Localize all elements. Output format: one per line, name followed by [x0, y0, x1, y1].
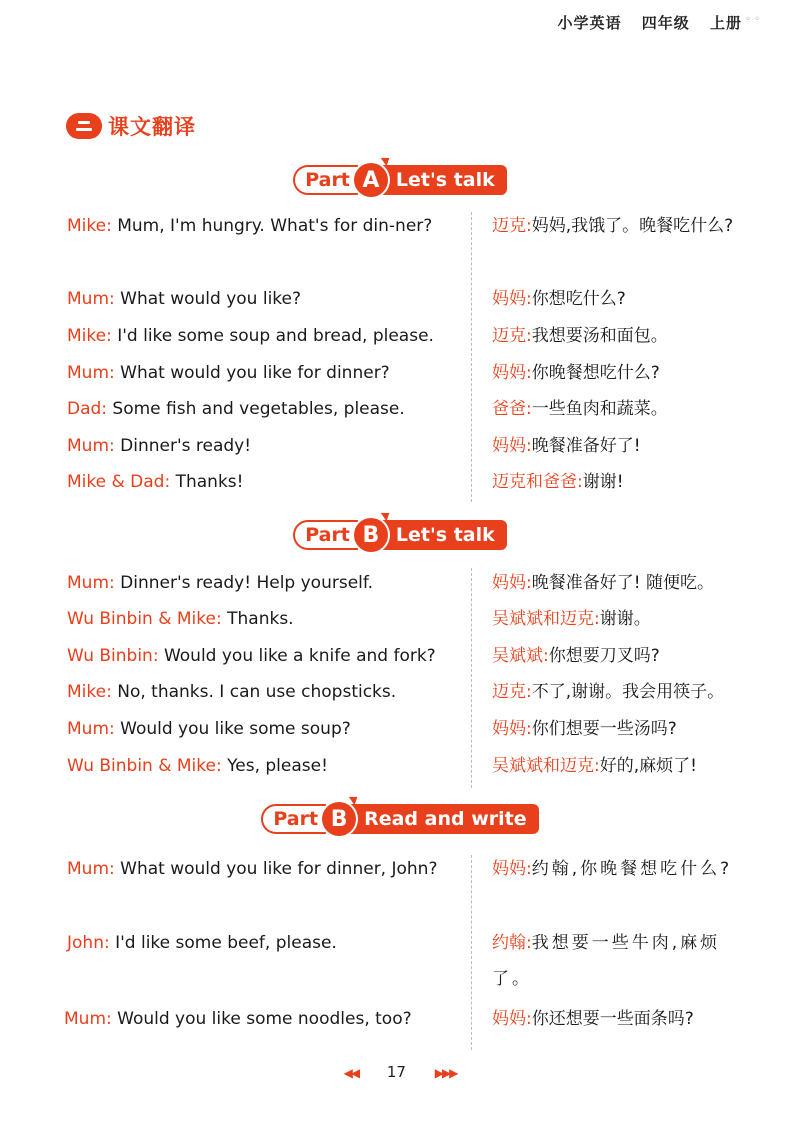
column-divider [471, 568, 472, 788]
zh-dialog-line: 妈妈:你们想要一些汤吗? [492, 719, 677, 739]
en-dialog-line: Dad: Some fish and vegetables, please. [67, 399, 405, 419]
en-dialog-line: Mike: I'd like some soup and bread, please. [67, 326, 434, 346]
part-letter: A [354, 163, 388, 197]
section-heading [66, 110, 196, 142]
zh-dialog-line: 迈克:不了,谢谢。我会用筷子。 [492, 682, 725, 702]
zh-dialog-line: 妈妈:晚餐准备好了! [492, 436, 641, 456]
part-title: Read and write [350, 804, 539, 834]
part-title: Let's talk [382, 520, 507, 550]
zh-dialog-line: 约翰:我想要一些牛肉,麻烦了。 [492, 933, 721, 989]
corner-mark: ◦ ◦ [745, 14, 760, 25]
part-label: Part [293, 520, 358, 550]
en-dialog-line: Wu Binbin & Mike: Yes, please! [67, 756, 328, 776]
part-title: Let's talk [382, 165, 507, 195]
zh-dialog-line: 迈克:妈妈,我饿了。晚餐吃什么? [492, 216, 734, 236]
en-dialog-line: Mike: No, thanks. I can use chopsticks. [67, 682, 397, 702]
zh-dialog-line: 迈克和爸爸:谢谢! [492, 472, 624, 492]
en-dialog-line: Mum: Dinner's ready! Help yourself. [67, 573, 374, 593]
zh-dialog-line: 迈克:我想要汤和面包。 [492, 326, 668, 346]
part-banner [0, 797, 800, 841]
zh-dialog-line: 妈妈:你晚餐想吃什么? [492, 363, 660, 383]
zh-dialog-line: 吴斌斌和迈克:谢谢。 [492, 609, 651, 629]
next-arrows-icon: ▶▶▶ [434, 1066, 457, 1080]
part-label: Part [293, 165, 358, 195]
en-dialog-line: John: I'd like some beef, please. [67, 933, 337, 953]
en-dialog-line: Mum: Would you like some soup? [67, 719, 351, 739]
header-grade: 四年级 [641, 14, 690, 32]
en-dialog-line: Mum: What would you like for dinner, John? [67, 859, 438, 879]
zh-dialog-line: 吴斌斌:你想要刀叉吗? [492, 646, 660, 666]
en-dialog-line: Wu Binbin: Would you like a knife and fork? [67, 646, 436, 666]
column-divider [471, 212, 472, 502]
en-dialog-line: Wu Binbin & Mike: Thanks. [67, 609, 294, 629]
header-volume: 上册 [709, 14, 742, 32]
en-dialog-line: Mum: Would you like some noodles, too? [64, 1009, 412, 1029]
page-number: 17 [386, 1063, 406, 1081]
zh-dialog-line: 妈妈:你还想要一些面条吗? [492, 1009, 694, 1029]
column-divider [471, 855, 472, 1050]
part-letter: B [322, 802, 356, 836]
part-letter: B [354, 518, 388, 552]
en-dialog-line: Mike & Dad: Thanks! [67, 472, 244, 492]
running-header [543, 12, 742, 33]
prev-arrows-icon: ◀◀ [343, 1066, 359, 1080]
page-footer [0, 1063, 800, 1081]
section-title: 课文翻译 [108, 115, 196, 139]
en-dialog-line: Mum: Dinner's ready! [67, 436, 252, 456]
header-subject: 小学英语 [557, 14, 622, 32]
zh-dialog-line: 妈妈:你想吃什么? [492, 289, 626, 309]
zh-dialog-line: 吴斌斌和迈克:好的,麻烦了! [492, 756, 697, 776]
zh-dialog-line: 妈妈:晚餐准备好了! 随便吃。 [492, 573, 714, 593]
en-dialog-line: Mum: What would you like? [67, 289, 302, 309]
part-banner [0, 513, 800, 557]
part-label: Part [261, 804, 326, 834]
en-dialog-line: Mum: What would you like for dinner? [67, 363, 390, 383]
section-number-badge-icon [66, 113, 102, 139]
part-banner [0, 158, 800, 202]
zh-dialog-line: 爸爸:一些鱼肉和蔬菜。 [492, 399, 668, 419]
zh-dialog-line: 妈妈:约翰,你晚餐想吃什么? [492, 859, 733, 879]
en-dialog-line: Mike: Mum, I'm hungry. What's for din-ner? [67, 216, 433, 236]
